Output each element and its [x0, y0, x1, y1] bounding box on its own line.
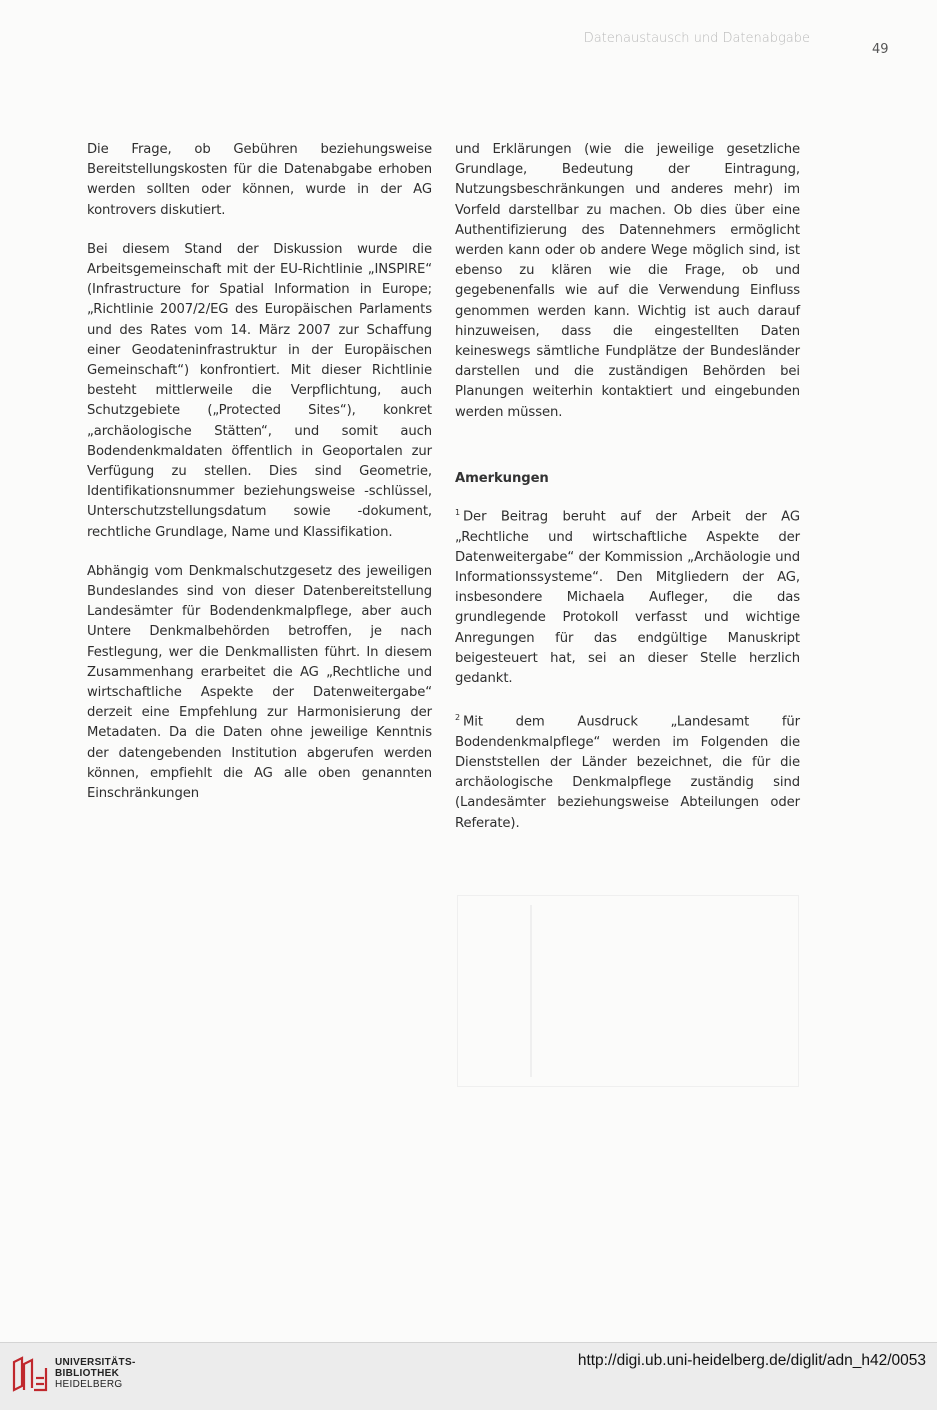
left-column [87, 140, 432, 804]
footnote-1 [455, 503, 800, 689]
footnote-2 [455, 708, 800, 834]
running-header: Datenaustausch und Datenabgabe [583, 31, 810, 46]
footnote-marker: 2 [455, 713, 460, 723]
footnote-text: Der Beitrag beruht auf der Arbeit der AG „Rechtliche und wirtschaftliche Aspekte der Datenweitergabe“ der Kommission „Archäologie und Informationssysteme“. Den Mitgliedern der AG, insbesondere Michaela Aufleger, die das grundlegende Protokoll verfasst und wichtige Anregungen für das endgültige Manuskript beigesteuert hat, sei an dieser Stelle herzlich gedankt. [455, 509, 800, 687]
notes-heading: Amerkungen [455, 470, 549, 486]
library-name-line3: HEIDELBERG [55, 1379, 123, 1390]
permalink-url[interactable]: http://digi.ub.uni-heidelberg.de/diglit/adn_h42/0053 [577, 1352, 926, 1369]
show-through-frame-inner [530, 905, 532, 1077]
left-paragraph-1: Die Frage, ob Gebühren beziehungsweise Bereitstellungskosten für die Datenabgabe erhoben werden sollten oder können, wurde in der AG kontrovers diskutiert. [87, 142, 432, 218]
ub-heidelberg-logo-icon[interactable] [10, 1354, 50, 1394]
left-paragraph-3: Abhängig vom Denkmalschutzgesetz des jeweiligen Bundeslandes sind von dieser Datenbereitstellung Landesämter für Bodendenkmalpflege, aber auch Untere Denkmalbehörden betroffen, je nach Festlegung, wer die Denkmallisten führt. In diesem Zusammenhang erarbeitet die AG „Rechtliche und wirtschaftliche Aspekte der Datenweitergabe“ derzeit eine Empfehlung zur Harmonisierung der Metadaten. Da die Daten ohne jeweilige Kenntnis der datengebenden Institution abgerufen werden können, empfiehlt die AG alle oben genannten Einschränkungen [87, 563, 432, 802]
show-through-frame [457, 895, 799, 1087]
library-name-line1: UNIVERSITÄTS- [55, 1357, 136, 1368]
right-paragraph-1: und Erklärungen (wie die jeweilige gesetzliche Grundlage, Bedeutung der Eintragung, Nutzungsbeschränkungen und anderes mehr) im Vorfeld darstellbar zu machen. Ob dies über eine Authentifizierung des Datennehmers ermöglicht werden kann oder ob andere Wege möglich sind, ist ebenso zu klären wie die Frage, ob und gegebenenfalls wie auf die Verwendung Einfluss genommen werden kann. Wichtig ist auch darauf hinzuweisen, dass die eingestellten Daten keineswegs sämtliche Fundplätze der Bundesländer darstellen und die zuständigen Behörden bei Planungen weiterhin kontaktiert und eingebunden werden müssen. [455, 142, 800, 420]
page-number: 49 [872, 42, 889, 57]
footnote-text: Mit dem Ausdruck „Landesamt für Bodendenkmalpflege“ werden im Folgenden die Dienststellen der Länder bezeichnet, die für die archäologische Denkmalpflege zuständig sind (Landesämter beziehungsweise Abteilungen oder Referate). [455, 714, 800, 831]
digitization-footer [0, 1342, 937, 1410]
library-name [55, 1357, 136, 1390]
footnote-marker: 1 [455, 508, 460, 518]
left-paragraph-2: Bei diesem Stand der Diskussion wurde die Arbeitsgemeinschaft mit der EU-Richtlinie „INSPIRE“ (Infrastructure for Spatial Information in Europe; „Richtlinie 2007/2/EG des Europäischen Parlaments und des Rates vom 14. März 2007 zur Schaffung einer Geodateninfrastruktur in der Europäischen Gemeinschaft“) konfrontiert. Mit dieser Richtlinie besteht mittlerweile die Verpflichtung, auch Schutzgebiete („Protected Sites“), konkret „archäologische Stätten“, und somit auch Bodendenkmaldaten öffentlich in Geoportalen zur Verfügung zu stellen. Dies sind Geometrie, Identifikationsnummer beziehungsweise -schlüssel, Unterschutzstellungsdatum sowie -dokument, rechtliche Grundlage, Name und Klassifikation. [87, 241, 432, 540]
library-name-line2: BIBLIOTHEK [55, 1368, 120, 1379]
right-column [455, 140, 800, 834]
